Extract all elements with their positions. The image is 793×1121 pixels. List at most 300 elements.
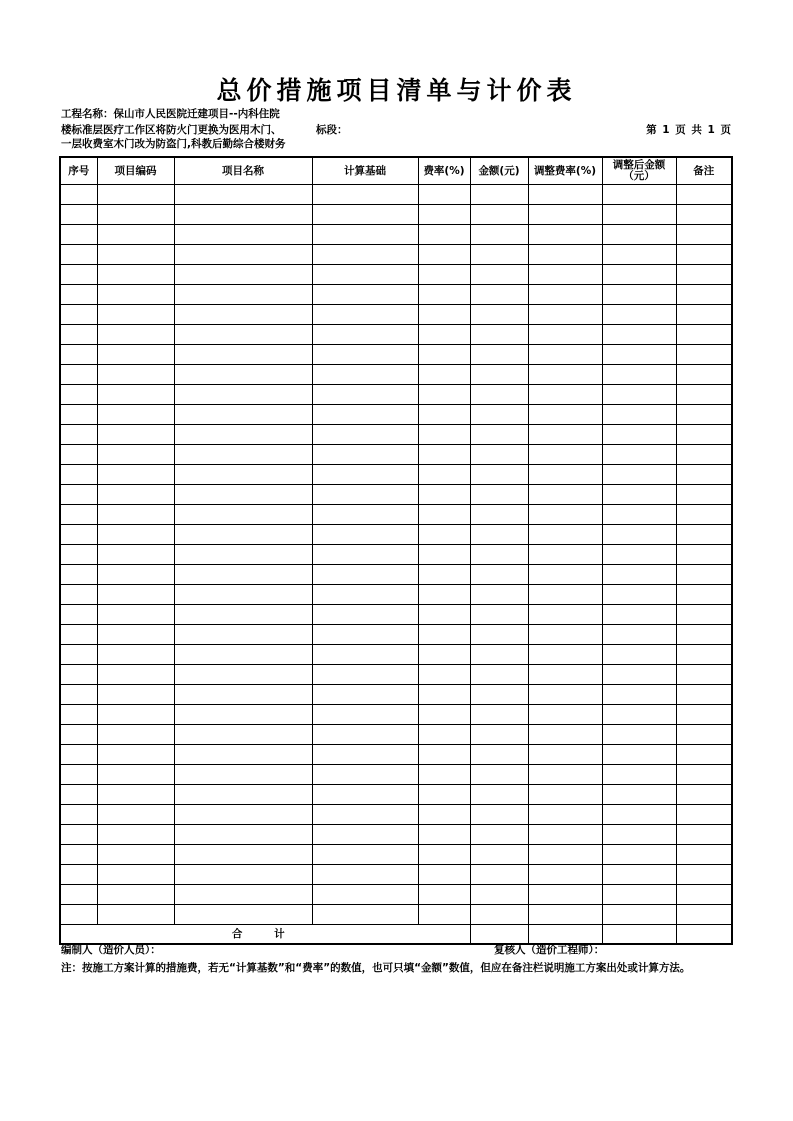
cell-code[interactable] <box>97 485 174 505</box>
cell-amount[interactable] <box>470 225 528 245</box>
cell-rate[interactable] <box>418 405 470 425</box>
cell-remark[interactable] <box>676 205 732 225</box>
cell-amount[interactable] <box>470 325 528 345</box>
cell-name[interactable] <box>174 725 312 745</box>
cell-amount[interactable] <box>470 485 528 505</box>
cell-index[interactable] <box>60 725 97 745</box>
cell-code[interactable] <box>97 665 174 685</box>
cell-name[interactable] <box>174 665 312 685</box>
cell-name[interactable] <box>174 385 312 405</box>
cell-amount[interactable] <box>470 845 528 865</box>
cell-rate[interactable] <box>418 445 470 465</box>
cell-code[interactable] <box>97 765 174 785</box>
cell-adjusted-rate[interactable] <box>528 905 602 925</box>
cell-amount[interactable] <box>470 245 528 265</box>
cell-base[interactable] <box>312 305 418 325</box>
cell-adjusted-amount[interactable] <box>602 465 676 485</box>
cell-name[interactable] <box>174 365 312 385</box>
cell-index[interactable] <box>60 645 97 665</box>
cell-base[interactable] <box>312 665 418 685</box>
cell-adjusted-amount[interactable] <box>602 565 676 585</box>
cell-index[interactable] <box>60 245 97 265</box>
cell-base[interactable] <box>312 805 418 825</box>
cell-adjusted-rate[interactable] <box>528 285 602 305</box>
cell-name[interactable] <box>174 465 312 485</box>
cell-adjusted-amount[interactable] <box>602 885 676 905</box>
cell-base[interactable] <box>312 705 418 725</box>
cell-name[interactable] <box>174 705 312 725</box>
cell-amount[interactable] <box>470 565 528 585</box>
cell-adjusted-rate[interactable] <box>528 365 602 385</box>
cell-adjusted-rate[interactable] <box>528 825 602 845</box>
cell-adjusted-rate[interactable] <box>528 585 602 605</box>
cell-remark[interactable] <box>676 425 732 445</box>
cell-code[interactable] <box>97 745 174 765</box>
cell-code[interactable] <box>97 705 174 725</box>
cell-index[interactable] <box>60 385 97 405</box>
cell-rate[interactable] <box>418 505 470 525</box>
cell-remark[interactable] <box>676 645 732 665</box>
cell-amount[interactable] <box>470 765 528 785</box>
cell-name[interactable] <box>174 325 312 345</box>
cell-adjusted-amount[interactable] <box>602 825 676 845</box>
cell-adjusted-rate[interactable] <box>528 645 602 665</box>
cell-name[interactable] <box>174 685 312 705</box>
cell-rate[interactable] <box>418 805 470 825</box>
cell-index[interactable] <box>60 825 97 845</box>
cell-adjusted-amount[interactable] <box>602 305 676 325</box>
cell-base[interactable] <box>312 425 418 445</box>
cell-index[interactable] <box>60 405 97 425</box>
cell-adjusted-amount[interactable] <box>602 845 676 865</box>
cell-index[interactable] <box>60 625 97 645</box>
cell-amount[interactable] <box>470 505 528 525</box>
cell-adjusted-rate[interactable] <box>528 625 602 645</box>
cell-code[interactable] <box>97 625 174 645</box>
cell-name[interactable] <box>174 205 312 225</box>
cell-remark[interactable] <box>676 445 732 465</box>
cell-index[interactable] <box>60 805 97 825</box>
cell-index[interactable] <box>60 565 97 585</box>
cell-rate[interactable] <box>418 245 470 265</box>
cell-amount[interactable] <box>470 265 528 285</box>
cell-adjusted-amount[interactable] <box>602 185 676 205</box>
cell-name[interactable] <box>174 845 312 865</box>
cell-code[interactable] <box>97 445 174 465</box>
cell-rate[interactable] <box>418 765 470 785</box>
cell-index[interactable] <box>60 225 97 245</box>
cell-rate[interactable] <box>418 485 470 505</box>
cell-name[interactable] <box>174 545 312 565</box>
cell-name[interactable] <box>174 885 312 905</box>
cell-adjusted-amount[interactable] <box>602 745 676 765</box>
total-remark-cell[interactable] <box>676 925 732 945</box>
cell-adjusted-rate[interactable] <box>528 405 602 425</box>
cell-code[interactable] <box>97 185 174 205</box>
cell-code[interactable] <box>97 365 174 385</box>
cell-base[interactable] <box>312 345 418 365</box>
cell-adjusted-amount[interactable] <box>602 345 676 365</box>
cell-base[interactable] <box>312 745 418 765</box>
cell-adjusted-rate[interactable] <box>528 485 602 505</box>
cell-code[interactable] <box>97 225 174 245</box>
cell-base[interactable] <box>312 465 418 485</box>
cell-remark[interactable] <box>676 465 732 485</box>
cell-base[interactable] <box>312 785 418 805</box>
cell-amount[interactable] <box>470 725 528 745</box>
cell-remark[interactable] <box>676 865 732 885</box>
cell-amount[interactable] <box>470 745 528 765</box>
cell-code[interactable] <box>97 285 174 305</box>
cell-rate[interactable] <box>418 865 470 885</box>
cell-rate[interactable] <box>418 525 470 545</box>
cell-code[interactable] <box>97 465 174 485</box>
cell-amount[interactable] <box>470 365 528 385</box>
cell-rate[interactable] <box>418 845 470 865</box>
cell-name[interactable] <box>174 505 312 525</box>
cell-base[interactable] <box>312 365 418 385</box>
cell-adjusted-amount[interactable] <box>602 605 676 625</box>
cell-adjusted-amount[interactable] <box>602 685 676 705</box>
cell-amount[interactable] <box>470 785 528 805</box>
cell-code[interactable] <box>97 545 174 565</box>
cell-code[interactable] <box>97 345 174 365</box>
cell-remark[interactable] <box>676 265 732 285</box>
cell-remark[interactable] <box>676 525 732 545</box>
cell-remark[interactable] <box>676 805 732 825</box>
cell-index[interactable] <box>60 665 97 685</box>
cell-base[interactable] <box>312 325 418 345</box>
cell-name[interactable] <box>174 585 312 605</box>
cell-code[interactable] <box>97 645 174 665</box>
cell-amount[interactable] <box>470 425 528 445</box>
cell-name[interactable] <box>174 785 312 805</box>
cell-amount[interactable] <box>470 905 528 925</box>
cell-amount[interactable] <box>470 705 528 725</box>
cell-adjusted-rate[interactable] <box>528 465 602 485</box>
cell-index[interactable] <box>60 505 97 525</box>
cell-adjusted-amount[interactable] <box>602 445 676 465</box>
cell-remark[interactable] <box>676 365 732 385</box>
cell-remark[interactable] <box>676 885 732 905</box>
cell-remark[interactable] <box>676 705 732 725</box>
cell-name[interactable] <box>174 625 312 645</box>
cell-rate[interactable] <box>418 345 470 365</box>
cell-name[interactable] <box>174 485 312 505</box>
cell-base[interactable] <box>312 905 418 925</box>
cell-remark[interactable] <box>676 285 732 305</box>
cell-remark[interactable] <box>676 545 732 565</box>
cell-base[interactable] <box>312 525 418 545</box>
cell-code[interactable] <box>97 265 174 285</box>
cell-index[interactable] <box>60 465 97 485</box>
cell-index[interactable] <box>60 425 97 445</box>
cell-code[interactable] <box>97 245 174 265</box>
cell-index[interactable] <box>60 325 97 345</box>
cell-remark[interactable] <box>676 785 732 805</box>
cell-remark[interactable] <box>676 745 732 765</box>
cell-base[interactable] <box>312 185 418 205</box>
cell-amount[interactable] <box>470 585 528 605</box>
cell-adjusted-amount[interactable] <box>602 365 676 385</box>
cell-adjusted-rate[interactable] <box>528 385 602 405</box>
cell-code[interactable] <box>97 865 174 885</box>
cell-rate[interactable] <box>418 465 470 485</box>
cell-base[interactable] <box>312 725 418 745</box>
total-adjusted-amount-cell[interactable] <box>602 925 676 945</box>
cell-adjusted-amount[interactable] <box>602 285 676 305</box>
cell-adjusted-rate[interactable] <box>528 785 602 805</box>
cell-name[interactable] <box>174 645 312 665</box>
cell-adjusted-rate[interactable] <box>528 185 602 205</box>
cell-amount[interactable] <box>470 885 528 905</box>
cell-base[interactable] <box>312 645 418 665</box>
cell-index[interactable] <box>60 705 97 725</box>
cell-code[interactable] <box>97 845 174 865</box>
cell-code[interactable] <box>97 585 174 605</box>
cell-adjusted-amount[interactable] <box>602 805 676 825</box>
cell-adjusted-rate[interactable] <box>528 805 602 825</box>
cell-base[interactable] <box>312 625 418 645</box>
cell-adjusted-amount[interactable] <box>602 385 676 405</box>
cell-amount[interactable] <box>470 385 528 405</box>
cell-rate[interactable] <box>418 365 470 385</box>
cell-index[interactable] <box>60 305 97 325</box>
cell-adjusted-rate[interactable] <box>528 265 602 285</box>
cell-index[interactable] <box>60 265 97 285</box>
cell-remark[interactable] <box>676 345 732 365</box>
cell-index[interactable] <box>60 545 97 565</box>
cell-amount[interactable] <box>470 805 528 825</box>
cell-adjusted-amount[interactable] <box>602 865 676 885</box>
cell-adjusted-amount[interactable] <box>602 585 676 605</box>
cell-adjusted-rate[interactable] <box>528 705 602 725</box>
cell-amount[interactable] <box>470 645 528 665</box>
cell-index[interactable] <box>60 885 97 905</box>
cell-base[interactable] <box>312 265 418 285</box>
cell-base[interactable] <box>312 765 418 785</box>
cell-adjusted-amount[interactable] <box>602 765 676 785</box>
cell-amount[interactable] <box>470 525 528 545</box>
cell-rate[interactable] <box>418 545 470 565</box>
cell-rate[interactable] <box>418 385 470 405</box>
cell-adjusted-rate[interactable] <box>528 845 602 865</box>
cell-rate[interactable] <box>418 605 470 625</box>
cell-rate[interactable] <box>418 745 470 765</box>
cell-adjusted-amount[interactable] <box>602 905 676 925</box>
cell-name[interactable] <box>174 425 312 445</box>
cell-amount[interactable] <box>470 185 528 205</box>
cell-name[interactable] <box>174 745 312 765</box>
cell-remark[interactable] <box>676 325 732 345</box>
cell-amount[interactable] <box>470 625 528 645</box>
cell-remark[interactable] <box>676 725 732 745</box>
cell-adjusted-rate[interactable] <box>528 505 602 525</box>
cell-rate[interactable] <box>418 905 470 925</box>
cell-code[interactable] <box>97 405 174 425</box>
cell-base[interactable] <box>312 205 418 225</box>
cell-index[interactable] <box>60 865 97 885</box>
cell-amount[interactable] <box>470 465 528 485</box>
cell-remark[interactable] <box>676 685 732 705</box>
cell-base[interactable] <box>312 505 418 525</box>
cell-adjusted-rate[interactable] <box>528 745 602 765</box>
cell-index[interactable] <box>60 905 97 925</box>
cell-adjusted-amount[interactable] <box>602 625 676 645</box>
cell-rate[interactable] <box>418 325 470 345</box>
cell-adjusted-rate[interactable] <box>528 245 602 265</box>
cell-rate[interactable] <box>418 705 470 725</box>
cell-amount[interactable] <box>470 405 528 425</box>
cell-code[interactable] <box>97 825 174 845</box>
cell-adjusted-amount[interactable] <box>602 485 676 505</box>
cell-index[interactable] <box>60 585 97 605</box>
cell-base[interactable] <box>312 565 418 585</box>
cell-remark[interactable] <box>676 485 732 505</box>
cell-name[interactable] <box>174 445 312 465</box>
cell-remark[interactable] <box>676 765 732 785</box>
cell-code[interactable] <box>97 505 174 525</box>
cell-base[interactable] <box>312 405 418 425</box>
cell-code[interactable] <box>97 605 174 625</box>
cell-name[interactable] <box>174 305 312 325</box>
cell-adjusted-amount[interactable] <box>602 265 676 285</box>
cell-rate[interactable] <box>418 265 470 285</box>
cell-name[interactable] <box>174 605 312 625</box>
cell-name[interactable] <box>174 805 312 825</box>
cell-adjusted-amount[interactable] <box>602 645 676 665</box>
cell-name[interactable] <box>174 265 312 285</box>
cell-remark[interactable] <box>676 305 732 325</box>
cell-rate[interactable] <box>418 665 470 685</box>
cell-rate[interactable] <box>418 725 470 745</box>
cell-amount[interactable] <box>470 825 528 845</box>
cell-adjusted-rate[interactable] <box>528 525 602 545</box>
cell-adjusted-amount[interactable] <box>602 785 676 805</box>
cell-adjusted-rate[interactable] <box>528 445 602 465</box>
cell-rate[interactable] <box>418 565 470 585</box>
cell-name[interactable] <box>174 185 312 205</box>
cell-name[interactable] <box>174 865 312 885</box>
cell-code[interactable] <box>97 725 174 745</box>
cell-rate[interactable] <box>418 785 470 805</box>
cell-code[interactable] <box>97 565 174 585</box>
cell-adjusted-rate[interactable] <box>528 345 602 365</box>
cell-base[interactable] <box>312 845 418 865</box>
cell-code[interactable] <box>97 785 174 805</box>
cell-name[interactable] <box>174 225 312 245</box>
cell-adjusted-rate[interactable] <box>528 565 602 585</box>
cell-name[interactable] <box>174 405 312 425</box>
cell-base[interactable] <box>312 445 418 465</box>
cell-remark[interactable] <box>676 405 732 425</box>
cell-rate[interactable] <box>418 585 470 605</box>
cell-base[interactable] <box>312 545 418 565</box>
cell-rate[interactable] <box>418 205 470 225</box>
cell-adjusted-amount[interactable] <box>602 225 676 245</box>
cell-base[interactable] <box>312 245 418 265</box>
cell-amount[interactable] <box>470 605 528 625</box>
cell-adjusted-amount[interactable] <box>602 425 676 445</box>
cell-rate[interactable] <box>418 285 470 305</box>
cell-adjusted-amount[interactable] <box>602 705 676 725</box>
cell-name[interactable] <box>174 825 312 845</box>
cell-amount[interactable] <box>470 445 528 465</box>
cell-index[interactable] <box>60 185 97 205</box>
cell-remark[interactable] <box>676 905 732 925</box>
cell-adjusted-amount[interactable] <box>602 725 676 745</box>
cell-name[interactable] <box>174 565 312 585</box>
cell-remark[interactable] <box>676 385 732 405</box>
cell-rate[interactable] <box>418 625 470 645</box>
cell-base[interactable] <box>312 685 418 705</box>
cell-index[interactable] <box>60 445 97 465</box>
cell-rate[interactable] <box>418 185 470 205</box>
cell-adjusted-rate[interactable] <box>528 225 602 245</box>
cell-remark[interactable] <box>676 845 732 865</box>
cell-adjusted-rate[interactable] <box>528 865 602 885</box>
cell-adjusted-amount[interactable] <box>602 405 676 425</box>
cell-index[interactable] <box>60 365 97 385</box>
cell-base[interactable] <box>312 385 418 405</box>
cell-code[interactable] <box>97 205 174 225</box>
cell-remark[interactable] <box>676 245 732 265</box>
cell-adjusted-amount[interactable] <box>602 245 676 265</box>
cell-amount[interactable] <box>470 345 528 365</box>
cell-adjusted-rate[interactable] <box>528 725 602 745</box>
cell-amount[interactable] <box>470 285 528 305</box>
cell-amount[interactable] <box>470 205 528 225</box>
cell-adjusted-rate[interactable] <box>528 305 602 325</box>
cell-adjusted-rate[interactable] <box>528 545 602 565</box>
cell-remark[interactable] <box>676 565 732 585</box>
cell-remark[interactable] <box>676 505 732 525</box>
cell-adjusted-rate[interactable] <box>528 885 602 905</box>
cell-code[interactable] <box>97 905 174 925</box>
cell-adjusted-amount[interactable] <box>602 545 676 565</box>
cell-name[interactable] <box>174 245 312 265</box>
cell-amount[interactable] <box>470 305 528 325</box>
cell-rate[interactable] <box>418 425 470 445</box>
cell-adjusted-rate[interactable] <box>528 765 602 785</box>
total-adjusted-rate-cell[interactable] <box>528 925 602 945</box>
cell-code[interactable] <box>97 385 174 405</box>
cell-adjusted-rate[interactable] <box>528 605 602 625</box>
cell-adjusted-amount[interactable] <box>602 505 676 525</box>
cell-name[interactable] <box>174 765 312 785</box>
cell-remark[interactable] <box>676 605 732 625</box>
cell-rate[interactable] <box>418 645 470 665</box>
cell-base[interactable] <box>312 485 418 505</box>
cell-remark[interactable] <box>676 825 732 845</box>
cell-adjusted-rate[interactable] <box>528 205 602 225</box>
cell-rate[interactable] <box>418 685 470 705</box>
cell-index[interactable] <box>60 285 97 305</box>
cell-remark[interactable] <box>676 625 732 645</box>
cell-index[interactable] <box>60 685 97 705</box>
cell-code[interactable] <box>97 885 174 905</box>
cell-index[interactable] <box>60 345 97 365</box>
cell-index[interactable] <box>60 525 97 545</box>
cell-amount[interactable] <box>470 665 528 685</box>
cell-rate[interactable] <box>418 825 470 845</box>
cell-name[interactable] <box>174 525 312 545</box>
cell-name[interactable] <box>174 285 312 305</box>
cell-code[interactable] <box>97 525 174 545</box>
cell-index[interactable] <box>60 605 97 625</box>
cell-name[interactable] <box>174 905 312 925</box>
total-amount-cell[interactable] <box>470 925 528 945</box>
